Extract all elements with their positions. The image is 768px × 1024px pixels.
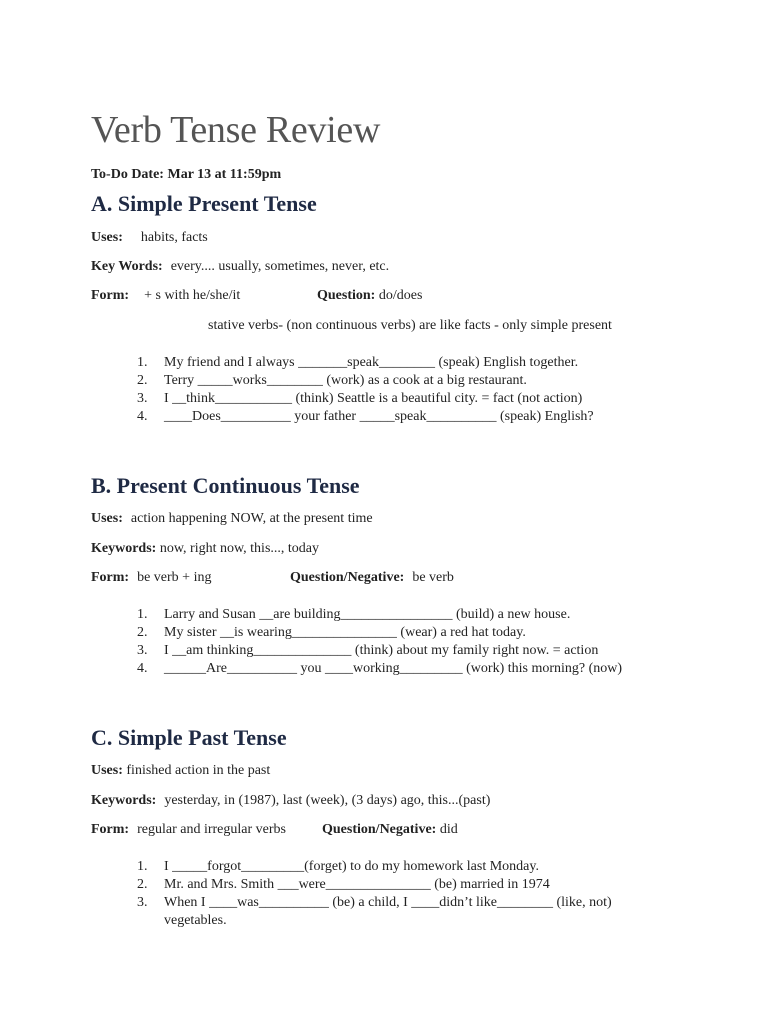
todo-date: To-Do Date: Mar 13 at 11:59pm xyxy=(91,167,282,182)
uses-label: Uses: xyxy=(91,230,123,245)
keywords-value: yesterday, in (1987), last (week), (3 days) ago, this...(past) xyxy=(164,793,491,808)
form-value: + s with he/she/it xyxy=(144,288,241,303)
section-a-keywords xyxy=(91,259,389,275)
section-c-exercises xyxy=(137,858,654,930)
section-c-form xyxy=(91,822,286,838)
question-label: Question/Negative: xyxy=(290,570,405,585)
document-title: Verb Tense Review xyxy=(91,109,381,151)
list-item: 1. I _____forgot_________(forget) to do my homework last Monday. xyxy=(137,859,539,874)
list-item: 4. ______Are__________ you ____working_________ (work) this morning? (now) xyxy=(137,661,623,676)
uses-value: action happening NOW, at the present time xyxy=(130,511,373,526)
section-a-question xyxy=(317,288,422,304)
keywords-label: Keywords: xyxy=(91,793,157,808)
question-value: did xyxy=(439,822,458,837)
list-item: 3. I __think___________ (think) Seattle is a beautiful city. = fact (not action) xyxy=(137,391,583,406)
section-c-keywords xyxy=(91,793,490,809)
section-a-form xyxy=(91,288,240,304)
question-label: Question/Negative: xyxy=(322,822,437,837)
keywords-label: Key Words: xyxy=(91,259,163,274)
uses-label: Uses: xyxy=(91,511,123,526)
form-label: Form: xyxy=(91,822,130,837)
list-item: 1. Larry and Susan __are building________________ (build) a new house. xyxy=(137,607,571,622)
section-c-question xyxy=(322,822,458,838)
section-c-uses xyxy=(91,763,270,779)
section-b-exercises xyxy=(137,606,622,678)
section-a-uses xyxy=(91,230,208,246)
list-item: 4. ____Does__________ your father _____speak__________ (speak) English? xyxy=(137,409,594,424)
keywords-value: now, right now, this..., today xyxy=(159,541,320,556)
uses-label: Uses: xyxy=(91,763,123,778)
form-label: Form: xyxy=(91,570,130,585)
question-label: Question: xyxy=(317,288,376,303)
section-b-form xyxy=(91,570,211,586)
list-item: 2. Mr. and Mrs. Smith ___were_______________ (be) married in 1974 xyxy=(137,877,550,892)
form-value: regular and irregular verbs xyxy=(137,822,286,837)
list-item: 2. Terry _____works________ (work) as a cook at a big restaurant. xyxy=(137,373,527,388)
section-b-uses xyxy=(91,511,373,527)
section-b-title: B. Present Continuous Tense xyxy=(91,473,360,498)
list-item: 3. I __am thinking______________ (think) about my family right now. = action xyxy=(137,643,599,658)
question-value: be verb xyxy=(412,570,454,585)
form-value: be verb + ing xyxy=(137,570,212,585)
uses-value: habits, facts xyxy=(140,230,208,245)
keywords-label: Keywords: xyxy=(91,541,157,556)
section-a-title: A. Simple Present Tense xyxy=(91,191,317,216)
list-item: 3. When I ____was__________ (be) a child, I ____didn’t like________ (like, not) vegetables. xyxy=(137,895,612,928)
section-a-exercises xyxy=(137,354,594,426)
question-value: do/does xyxy=(378,288,423,303)
list-item: 2. My sister __is wearing_______________ (wear) a red hat today. xyxy=(137,625,526,640)
form-label: Form: xyxy=(91,288,130,303)
section-b-keywords xyxy=(91,541,319,557)
uses-value: finished action in the past xyxy=(126,763,271,778)
section-c-title: C. Simple Past Tense xyxy=(91,725,287,750)
list-item: 1. My friend and I always _______speak________ (speak) English together. xyxy=(137,355,579,370)
section-a-note: stative verbs- (non continuous verbs) are like facts - only simple present xyxy=(208,318,612,333)
section-b-question xyxy=(290,570,454,586)
keywords-value: every.... usually, sometimes, never, etc. xyxy=(170,259,390,274)
